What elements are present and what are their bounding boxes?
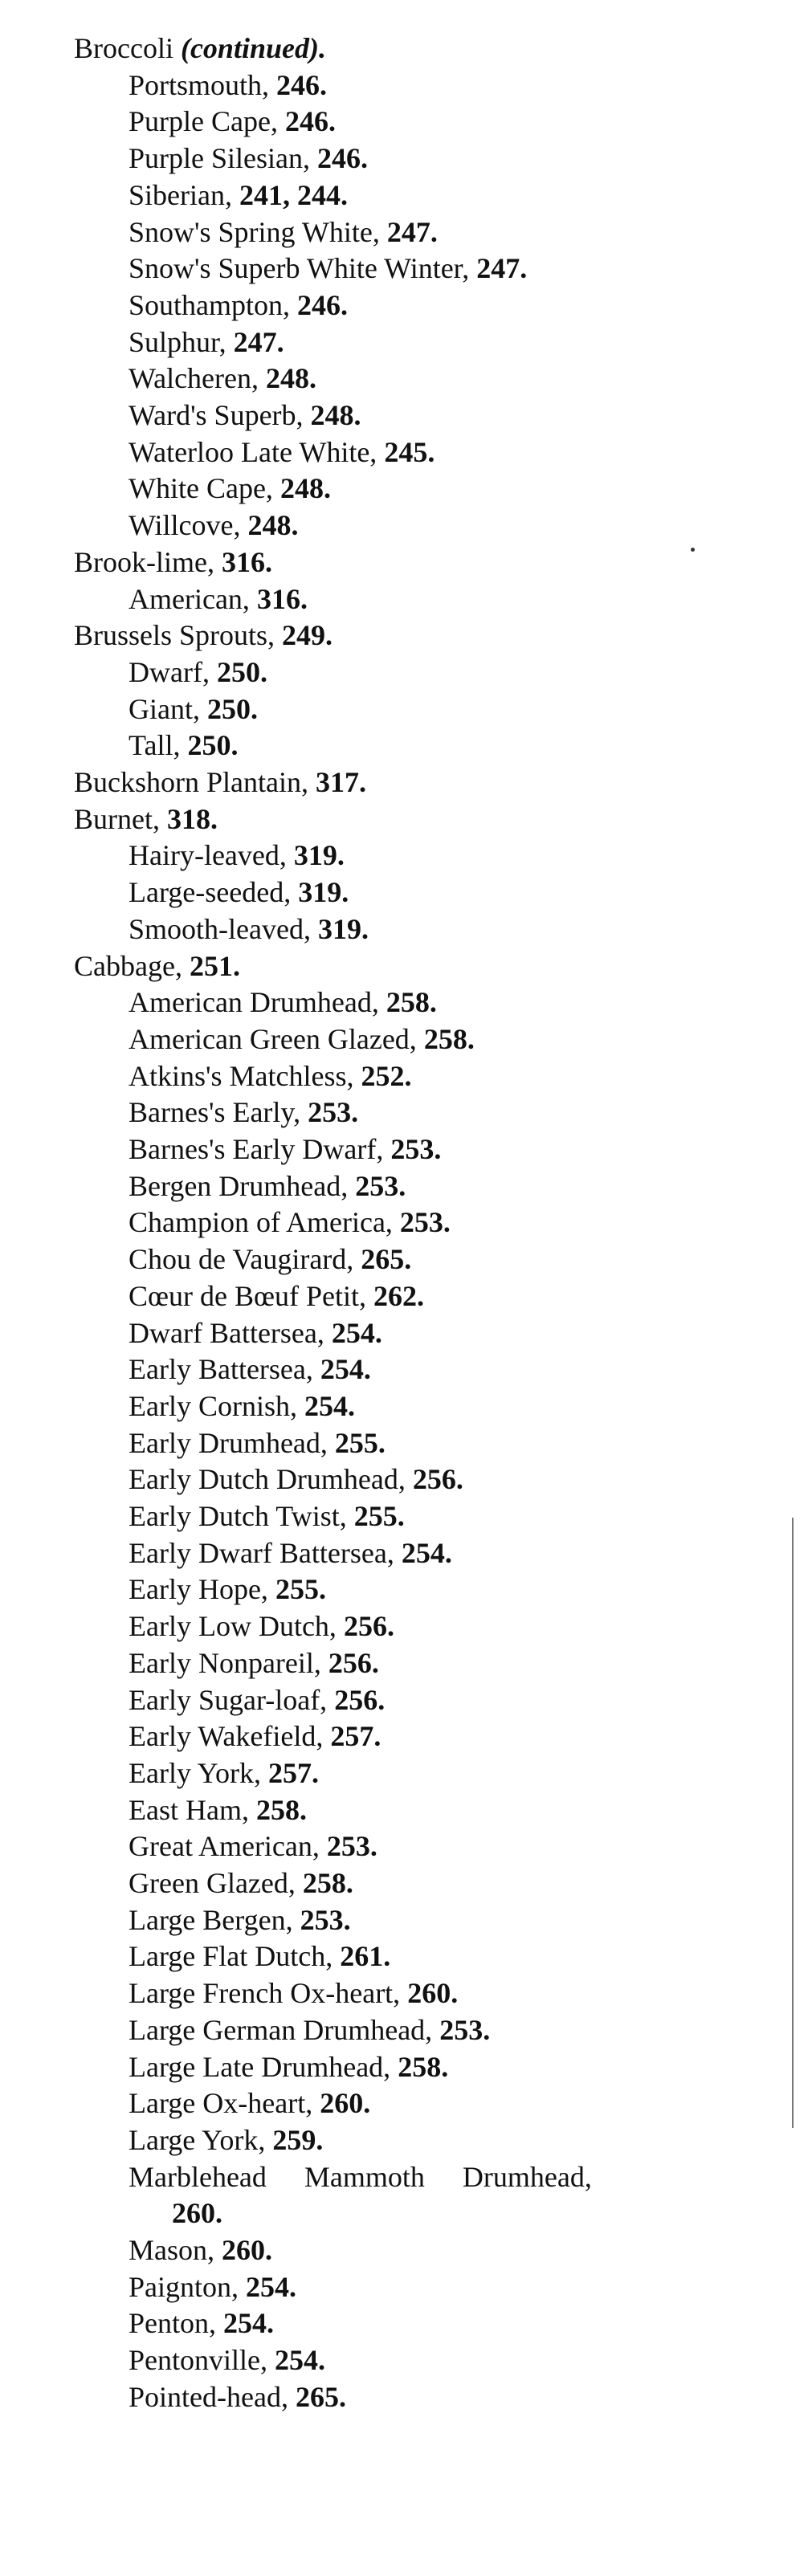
index-sub-entry [0,1278,812,1314]
entry-name: Bergen Drumhead, [129,1169,349,1202]
index-sub-entry [0,1241,812,1277]
entry-name: Large York, [129,2123,266,2156]
entry-name: Early Battersea, [129,1353,313,1386]
entry-name: Buckshorn Plantain, [74,766,308,798]
entry-name: Walcheren, [129,362,259,395]
index-sub-entry [0,1865,812,1901]
entry-pages: 319. [298,876,349,909]
entry-name: Large-seeded, [129,876,292,909]
index-sub-entry [0,2305,812,2341]
index-sub-entry [0,2012,812,2048]
entry-pages: 258. [302,1867,353,1899]
entry-pages: 253. [390,1133,442,1165]
entry-pages: 248. [266,362,316,395]
entry-name: Waterloo Late White, [129,435,377,468]
entry-pages: 254. [401,1536,452,1569]
entry-pages: 317. [315,766,366,798]
index-sub-entry [0,2159,812,2195]
entry-pages: 258. [398,2050,449,2083]
index-sub-entry [0,1094,812,1130]
entry-name: Early York, [129,1756,262,1789]
entry-pages: 251. [189,949,240,982]
entry-name: Cœur de Bœuf Petit, [129,1279,366,1312]
entry-name: Dwarf Battersea, [129,1316,324,1349]
entry-name: Green Glazed, [129,1867,296,1899]
margin-line [792,1518,794,2128]
entry-pages: 247. [386,215,438,248]
index-sub-entry [0,287,812,323]
entry-pages: 252. [361,1059,412,1092]
entry-name: Early Nonpareil, [129,1646,321,1679]
entry-pages: 250. [206,692,258,725]
entry-pages: 246. [276,68,328,101]
entry-pages: 247. [476,252,528,285]
entry-pages: 261. [340,1940,391,1973]
entry-name: Purple Silesian, [129,142,310,175]
entry-name: Large Ox-heart, [129,2087,313,2120]
index-sub-entry [0,2232,812,2268]
entry-name: Early Sugar-loaf, [129,1683,328,1716]
entry-pages: 248. [247,509,299,542]
index-sub-entry [0,1021,812,1057]
entry-name: Chou de Vaugirard, [129,1243,354,1276]
index-sub-entry [0,1315,812,1351]
index-sub-entry [0,2269,812,2305]
index-main-entry [0,764,812,800]
entry-pages: 256. [328,1646,379,1679]
entry-name: American Green Glazed, [129,1022,417,1055]
entry-name: Hairy-leaved, [129,839,287,872]
index-sub-entry [0,1682,812,1718]
index-sub-entry [0,1351,812,1387]
index-sub-entry [0,2085,812,2121]
index-sub-entry [0,1902,812,1938]
index-sub-entry [0,1498,812,1534]
index-sub-entry [0,838,812,873]
entry-name: Mason, [129,2234,214,2266]
entry-name: Tall, [129,729,181,762]
entry-name: Willcove, [129,509,241,542]
index-sub-entry [0,1535,812,1571]
entry-name: Snow's Spring White, [129,215,380,248]
index-sub-entry [0,1388,812,1424]
entry-name: Large Flat Dutch, [129,1940,333,1973]
index-sub-entry [0,874,812,910]
index-sub-entry [0,2195,812,2231]
index-sub-entry [0,141,812,176]
entry-name: Great American, [129,1830,320,1863]
index-sub-entry [0,324,812,360]
entry-pages: 259. [272,2123,324,2156]
entry-pages: 260. [320,2087,371,2120]
entry-pages: 253. [439,2013,491,2046]
entry-pages: 253. [300,1903,351,1936]
entry-name: Large German Drumhead, [129,2013,433,2046]
index-sub-entry [0,1204,812,1240]
index-sub-entry [0,104,812,139]
entry-pages: 253. [399,1206,451,1239]
continued-label: (continued). [180,32,326,64]
index-sub-entry [0,1755,812,1791]
entry-pages: 254. [320,1353,371,1386]
entry-pages: 255. [275,1573,326,1606]
entry-name: Southampton, [129,288,291,321]
entry-pages: 245. [384,435,435,468]
index-sub-entry [0,1461,812,1497]
entry-pages: 257. [268,1756,320,1789]
entry-pages: 246. [297,288,349,321]
entry-pages: 248. [310,399,361,431]
index-sub-entry [0,1608,812,1644]
index-sub-entry [0,911,812,947]
entry-pages: 241, 244. [239,178,348,211]
entry-pages: 250. [187,729,239,762]
entry-name: Large Late Drumhead, [129,2050,391,2083]
entry-pages: 247. [233,325,284,358]
entry-name: Pentonville, [129,2344,267,2377]
entry-pages: 256. [334,1683,386,1716]
entry-name: Champion of America, [129,1206,393,1239]
index-sub-entry [0,1792,812,1828]
index-sub-entry [0,177,812,213]
entry-name: Purple Cape, [129,105,278,138]
index-sub-entry [0,1828,812,1864]
entry-pages: 258. [386,986,437,1019]
entry-name: American, [129,582,250,615]
index-sub-entry [0,214,812,250]
entry-name: Early Cornish, [129,1389,297,1422]
entry-pages: 262. [373,1279,424,1312]
entry-name: Portsmouth, [129,68,270,101]
entry-name: Burnet, [74,802,160,835]
entry-name: White Cape, [129,472,273,505]
entry-name: Snow's Superb White Winter, [129,252,470,285]
entry-name: Giant, [129,692,200,725]
entry-pages: 258. [423,1022,475,1055]
entry-pages: 260. [407,1977,459,2010]
index-sub-entry [0,1131,812,1167]
entry-name: Smooth-leaved, [129,912,311,945]
index-sub-entry [0,728,812,763]
entry-name: Atkins's Matchless, [129,1059,354,1092]
index-sub-entry [0,471,812,506]
entry-name: Marblehead Mammoth Drumhead, [129,2160,592,2193]
entry-name: Early Hope, [129,1573,268,1606]
entry-name: Early Wakefield, [129,1720,324,1753]
entry-pages: 316. [221,545,272,578]
entry-pages: 254. [223,2307,275,2340]
entry-pages: 257. [330,1720,382,1753]
entry-pages: 318. [166,802,218,835]
entry-name: Sulphur, [129,325,226,358]
index-sub-entry [0,691,812,727]
entry-name: Paignton, [129,2270,239,2303]
entry-name: Barnes's Early Dwarf, [129,1133,384,1165]
entry-name: Ward's Superb, [129,399,304,431]
index-sub-entry [0,1425,812,1461]
entry-pages: 250. [216,655,267,688]
entry-pages: 246. [316,142,368,175]
entry-pages: 249. [282,619,333,652]
index-sub-entry [0,1571,812,1607]
entry-pages: 260. [222,2234,272,2266]
entry-name: Dwarf, [129,655,210,688]
entry-pages: 248. [280,472,331,505]
entry-pages: 246. [284,105,336,138]
entry-name: Cabbage, [74,949,182,982]
entry-name: Barnes's Early, [129,1096,301,1129]
index-sub-entry [0,1938,812,1974]
entry-pages: 256. [412,1463,463,1496]
index-heading [0,31,812,66]
entry-pages: 254. [304,1389,355,1422]
entry-pages: 258. [255,1793,307,1826]
index-main-entry [0,948,812,984]
entry-name: Large French Ox-heart, [129,1977,401,2010]
index-sub-entry [0,434,812,470]
entry-pages: 319. [293,839,345,872]
index-sub-entry [0,251,812,286]
index-sub-entry [0,984,812,1020]
entry-name: Pointed-head, [129,2380,288,2413]
entry-name: Early Dutch Twist, [129,1500,347,1532]
index-sub-entry [0,2379,812,2415]
index-sub-entry [0,654,812,690]
index-sub-entry [0,361,812,396]
entry-name: Penton, [129,2307,217,2340]
index-sub-entry [0,2049,812,2085]
heading-term: Broccoli [74,32,173,64]
index-sub-entry [0,2122,812,2158]
index-sub-entry [0,1975,812,2011]
index-sub-entry [0,1645,812,1681]
entry-pages: 253. [355,1169,406,1202]
index-main-entry [0,618,812,653]
entry-pages: 255. [353,1500,405,1532]
entry-name: East Ham, [129,1793,249,1826]
stray-mark-dot [691,548,695,552]
index-sub-entry [0,1168,812,1204]
entry-pages: 255. [334,1426,386,1459]
index-sub-entry [0,397,812,433]
index-main-entry [0,801,812,837]
entry-name: Brook-lime, [74,545,214,578]
index-sub-entry [0,67,812,103]
entry-name: Brussels Sprouts, [74,619,275,652]
entry-name: Early Low Dutch, [129,1610,337,1643]
entry-pages: 253. [308,1096,359,1129]
entry-name: Early Dutch Drumhead, [129,1463,406,1496]
entry-name: Early Dwarf Battersea, [129,1536,394,1569]
entry-pages: 253. [326,1830,377,1863]
entry-pages: 319. [317,912,369,945]
entry-pages: 265. [361,1243,412,1276]
entry-pages: 254. [246,2270,297,2303]
entry-name: Early Drumhead, [129,1426,328,1459]
entry-name: Large Bergen, [129,1903,293,1936]
index-sub-entry [0,1718,812,1754]
entry-pages: 265. [295,2380,346,2413]
entry-pages: 254. [331,1316,382,1349]
entry-name: Siberian, [129,178,232,211]
index-sub-entry [0,581,812,617]
entry-pages: 254. [275,2344,325,2377]
entry-pages: 260. [172,2197,222,2230]
entry-pages: 256. [343,1610,394,1643]
entry-name: American Drumhead, [129,986,379,1019]
index-sub-entry [0,1058,812,1094]
entry-pages: 316. [256,582,308,615]
index-sub-entry [0,2342,812,2378]
index-sub-entry [0,507,812,543]
